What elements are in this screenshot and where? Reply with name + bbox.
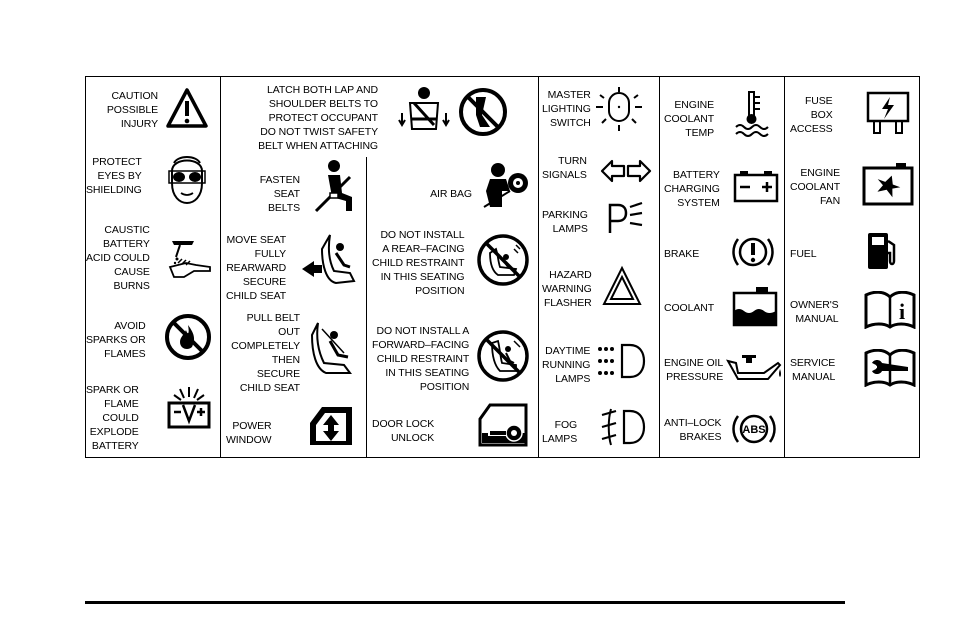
latch-belts-label: LATCH BOTH LAP AND SHOULDER BELTS TO PROTECT OCCUPANT DO NOT TWIST SAFETY BELT WHEN ATTACHING bbox=[258, 84, 378, 152]
fuse-box-label: FUSE BOX ACCESS bbox=[790, 95, 833, 135]
door-lock-label: DOOR LOCK UNLOCK bbox=[372, 418, 435, 444]
pull-belt-label: PULL BELT OUT COMPLETELY THEN SECURE CHILD SEAT bbox=[231, 312, 300, 394]
fuel-label: FUEL bbox=[790, 248, 817, 260]
info-icon-text: i bbox=[898, 299, 906, 324]
column-divider bbox=[366, 157, 367, 457]
no-flames-icon bbox=[164, 313, 212, 361]
spark-explode-label: SPARK OR FLAME COULD EXPLODE BATTERY bbox=[86, 384, 139, 452]
parking-lamps-label: PARKING LAMPS bbox=[542, 209, 588, 235]
oil-pressure-label: ENGINE OIL PRESSURE bbox=[664, 357, 724, 383]
no-twist-belt-icon bbox=[458, 87, 508, 137]
exploding-battery-icon bbox=[166, 385, 212, 431]
hazard-flasher-label: HAZARD WARNING FLASHER bbox=[542, 269, 592, 309]
move-seat-label: MOVE SEAT FULLY REARWARD SECURE CHILD SEAT bbox=[226, 234, 287, 302]
owners-manual-icon bbox=[864, 291, 916, 329]
turn-signal-arrows-icon bbox=[600, 159, 652, 183]
parking-lamp-icon bbox=[606, 201, 646, 235]
power-window-label: POWER WINDOW bbox=[226, 420, 272, 446]
child-seat-belt-icon bbox=[304, 319, 360, 375]
service-manual-wrench-icon bbox=[864, 349, 916, 387]
fasten-belts-label: FASTEN SEAT BELTS bbox=[259, 174, 300, 214]
coolant-label: COOLANT bbox=[664, 302, 715, 314]
daytime-running-lamps-icon bbox=[596, 343, 648, 379]
turn-signals-label: TURN SIGNALS bbox=[542, 155, 587, 181]
acid-burn-hand-icon bbox=[166, 237, 214, 281]
master-lighting-label: MASTER LIGHTING SWITCH bbox=[542, 89, 591, 129]
oil-can-icon bbox=[726, 353, 782, 383]
caustic-acid-label: CAUSTIC BATTERY ACID COULD CAUSE BURNS bbox=[86, 224, 150, 292]
symbol-chart bbox=[85, 76, 920, 458]
caution-label: CAUTION POSSIBLE INJURY bbox=[106, 90, 158, 130]
no-forward-facing-label: DO NOT INSTALL A FORWARD–FACING CHILD RESTRAINT IN THIS SEATING POSITION bbox=[372, 325, 470, 393]
no-rear-facing-label: DO NOT INSTALL A REAR–FACING CHILD RESTRAINT IN THIS SEATING POSITION bbox=[372, 229, 465, 297]
power-window-icon bbox=[308, 405, 354, 447]
coolant-fan-icon bbox=[862, 161, 914, 207]
door-lock-key-icon bbox=[478, 403, 528, 447]
battery-icon bbox=[732, 169, 780, 203]
column-divider bbox=[784, 77, 785, 457]
fog-lamps-label: FOG LAMPS bbox=[542, 419, 578, 445]
master-lighting-icon bbox=[594, 85, 644, 135]
column-divider bbox=[538, 77, 539, 457]
protect-eyes-label: PROTECT EYES BY SHIELDING bbox=[86, 156, 142, 196]
coolant-fan-label: ENGINE COOLANT FAN bbox=[790, 167, 841, 207]
abs-icon bbox=[732, 411, 776, 447]
child-seat-rearward-icon bbox=[300, 231, 362, 287]
air-bag-label: AIR BAG bbox=[430, 188, 472, 200]
owners-manual-label: OWNER'S MANUAL bbox=[790, 299, 839, 325]
caution-triangle-icon bbox=[166, 87, 208, 129]
fuel-pump-icon bbox=[864, 231, 900, 271]
brake-label: BRAKE bbox=[664, 248, 700, 260]
anti-lock-label: ANTI–LOCK BRAKES bbox=[664, 417, 722, 443]
battery-charging-label: BATTERY CHARGING SYSTEM bbox=[664, 169, 720, 209]
seatbelt-icon bbox=[308, 159, 358, 215]
hazard-triangle-icon bbox=[602, 265, 642, 307]
brake-warning-icon bbox=[732, 233, 774, 271]
no-rear-child-seat-icon bbox=[476, 233, 530, 287]
service-manual-label: SERVICE MANUAL bbox=[790, 357, 836, 383]
fog-lamp-icon bbox=[600, 407, 646, 447]
column-divider bbox=[220, 77, 221, 457]
coolant-temp-icon bbox=[734, 89, 770, 137]
avoid-sparks-label: AVOID SPARKS OR FLAMES bbox=[86, 320, 146, 360]
abs-icon-text: ABS bbox=[742, 424, 766, 436]
daytime-lamps-label: DAYTIME RUNNING LAMPS bbox=[542, 345, 591, 385]
fuse-box-icon bbox=[866, 91, 910, 135]
page-bottom-rule bbox=[85, 601, 845, 604]
belt-occupant-icon bbox=[396, 85, 452, 135]
coolant-reservoir-icon bbox=[732, 285, 778, 327]
eye-protection-face-icon bbox=[164, 149, 210, 205]
column-divider bbox=[659, 77, 660, 457]
no-forward-child-seat-icon bbox=[476, 329, 530, 383]
coolant-temp-label: ENGINE COOLANT TEMP bbox=[664, 99, 715, 139]
air-bag-icon bbox=[480, 161, 530, 211]
